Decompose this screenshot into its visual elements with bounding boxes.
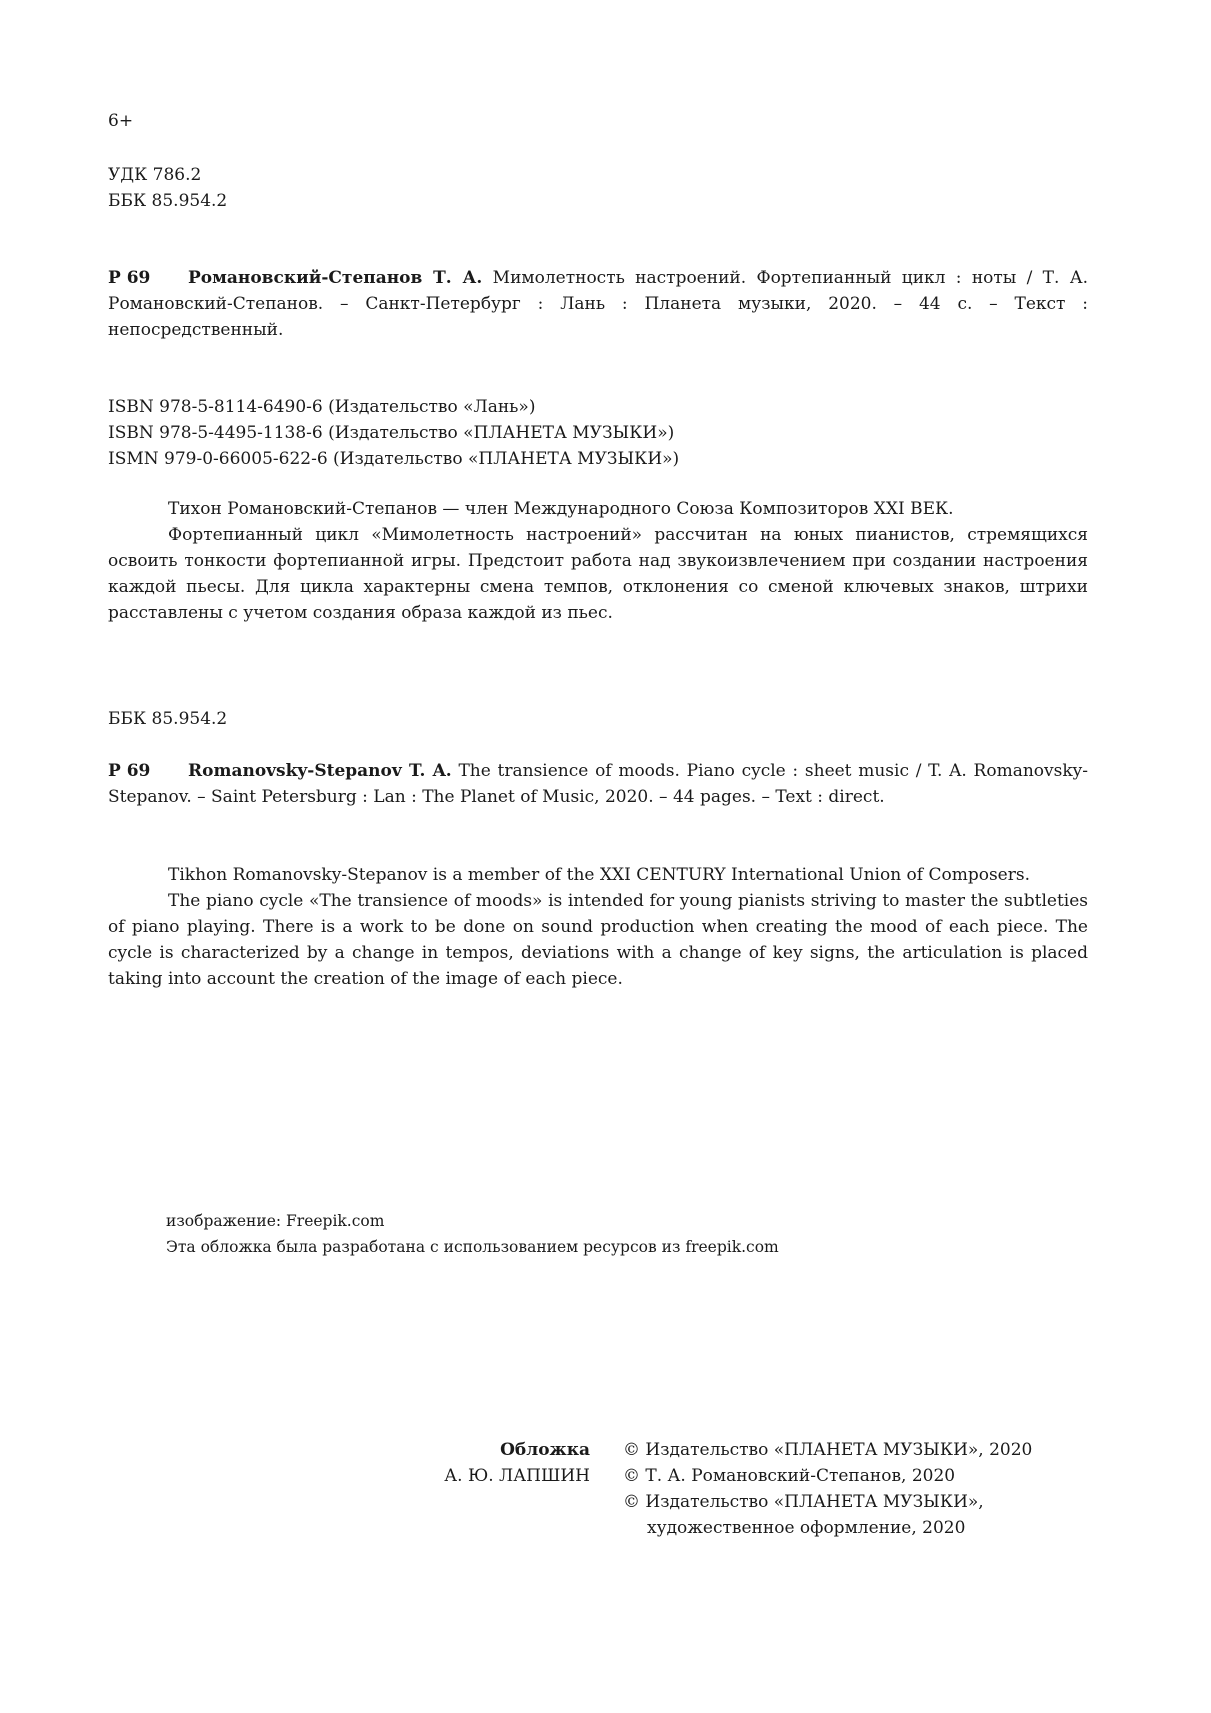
- image-credit: [166, 1208, 1066, 1260]
- classification-codes: [108, 162, 1088, 214]
- record-code-ru: Р 69: [108, 268, 151, 288]
- record-author-ru: Романовский-Степанов Т. А.: [188, 268, 483, 288]
- en-annotation: [108, 862, 1088, 992]
- record-text-ru: Мимолетность настроений. Фортепианный цикл : ноты / Т. А. Романовский-Степанов. – Санкт-Петербург : Лань : Планета музыки, 2020. – 44 с. – Текст : непосредственный.: [108, 268, 1089, 340]
- cover-label: Обложка: [500, 1440, 590, 1460]
- bbk-code-ru: ББК 85.954.2: [108, 191, 228, 211]
- credit-line: Эта обложка была разработана с использованием ресурсов из freepik.com: [166, 1238, 779, 1256]
- isbn-line: ISBN 978-5-8114-6490-6 (Издательство «Лань»): [108, 397, 536, 417]
- record-text-en: The transience of moods. Piano cycle : sheet music / T. A. Romanovsky-Stepanov. – Saint Petersburg : Lan : The Planet of Music, 2020. – 44 pages. – Text : direct.: [108, 761, 1089, 807]
- ismn-line: ISMN 979-0-66005-622-6 (Издательство «ПЛАНЕТА МУЗЫКИ»): [108, 449, 680, 469]
- copyright-line: художественное оформление, 2020: [647, 1518, 966, 1538]
- cover-credit: [350, 1437, 590, 1489]
- annotation-paragraph: Фортепианный цикл «Мимолетность настроений» рассчитан на юных пианистов, стремящихся освоить тонкости фортепианной игры. Предстоит работа над звукоизвлечением при создании настроения каждой пьесы. Для цикла характерны смена темпов, отклонения со сменой ключевых знаков, штрихи расставлены с учетом создания образа каждой из пьес.: [108, 525, 1088, 623]
- annotation-paragraph: Тихон Романовский-Степанов — член Международного Союза Композиторов XXI ВЕК.: [168, 499, 954, 519]
- bbk-code-en: ББК 85.954.2: [108, 709, 228, 729]
- credit-line: изображение: Freepik.com: [166, 1212, 385, 1230]
- isbn-list: [108, 394, 1088, 472]
- annotation-paragraph: Tikhon Romanovsky-Stepanov is a member of the XXI CENTURY International Union of Composers.: [168, 865, 1030, 885]
- ru-annotation: [108, 496, 1088, 626]
- isbn-line: ISBN 978-5-4495-1138-6 (Издательство «ПЛАНЕТА МУЗЫКИ»): [108, 423, 675, 443]
- copyright-notices: [623, 1437, 1093, 1541]
- cover-designer: А. Ю. ЛАПШИН: [444, 1466, 590, 1486]
- udk-code: УДК 786.2: [108, 165, 202, 185]
- record-author-en: Romanovsky-Stepanov T. A.: [188, 761, 452, 781]
- annotation-paragraph: The piano cycle «The transience of moods» is intended for young pianists striving to master the subtleties of piano playing. There is a work to be done on sound production when creating the mood of each piece. The cycle is characterized by a change in tempos, deviations with a change of key signs, the articulation is placed taking into account the creation of the image of each piece.: [108, 891, 1088, 989]
- copyright-line: © Т. А. Романовский-Степанов, 2020: [623, 1466, 956, 1486]
- ru-bibliographic-record: [108, 265, 1088, 343]
- record-code-en: P 69: [108, 761, 151, 781]
- copyright-line: © Издательство «ПЛАНЕТА МУЗЫКИ», 2020: [623, 1440, 1033, 1460]
- copyright-line: © Издательство «ПЛАНЕТА МУЗЫКИ»,: [623, 1492, 984, 1512]
- en-bibliographic-record: [108, 758, 1088, 810]
- age-rating: 6+: [108, 111, 134, 131]
